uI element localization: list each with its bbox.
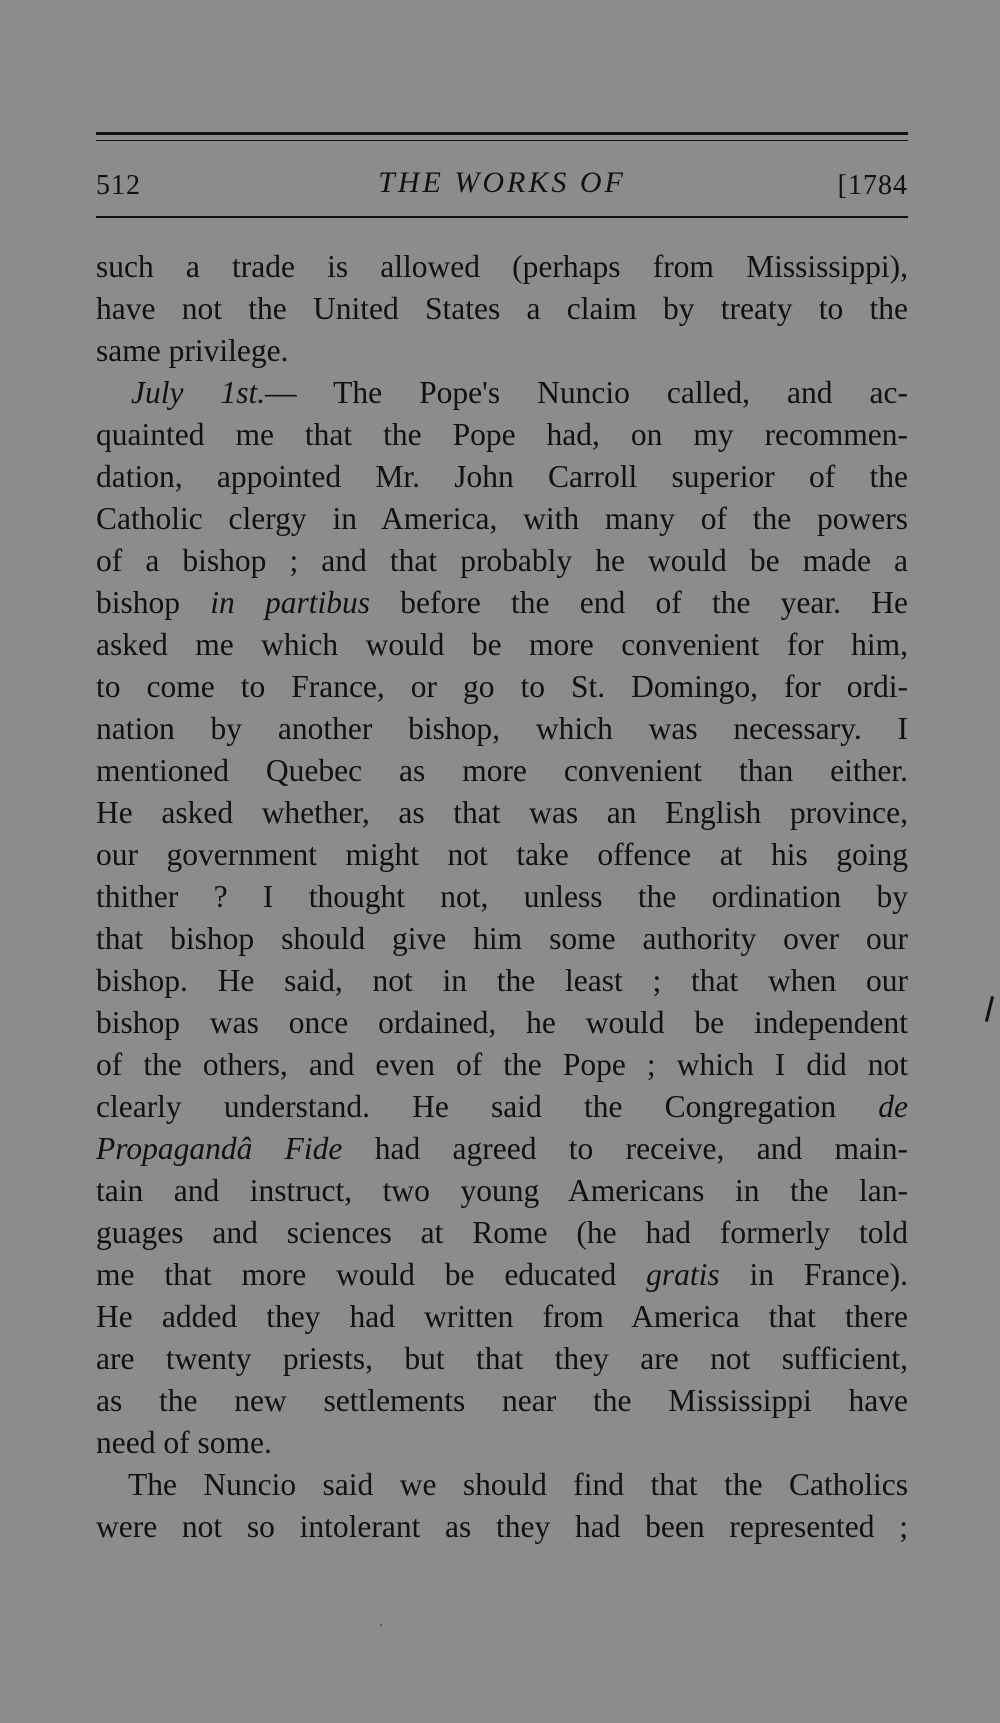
body-text bbox=[96, 246, 908, 1548]
text-line: tain and instruct, two young Americans in the lan- bbox=[96, 1173, 908, 1208]
text-line: same privilege. bbox=[96, 333, 289, 368]
text-line: that bishop should give him some authority over our bbox=[96, 921, 908, 956]
text-line: to come to France, or go to St. Domingo, for ordi- bbox=[96, 669, 908, 704]
text-line: mentioned Quebec as more convenient than either. bbox=[96, 753, 908, 788]
header-year: [1784 bbox=[837, 170, 908, 201]
margin-pen-mark bbox=[985, 996, 994, 1022]
text-line: Catholic clergy in America, with many of the powers bbox=[96, 501, 908, 536]
text-line: are twenty priests, but that they are not sufficient, bbox=[96, 1341, 908, 1376]
text-line: Propagandâ Fide had agreed to receive, and main- bbox=[96, 1131, 908, 1166]
text-line: such a trade is allowed (perhaps from Mississippi), bbox=[96, 249, 908, 284]
text-line: clearly understand. He said the Congregation de bbox=[96, 1089, 908, 1124]
date-july-1st: July 1st. bbox=[131, 375, 266, 410]
page-number: 512 bbox=[96, 170, 141, 201]
text-line: as the new settlements near the Mississippi have bbox=[96, 1383, 908, 1418]
text-line: need of some. bbox=[96, 1425, 272, 1460]
text-line: nation by another bishop, which was necessary. I bbox=[96, 711, 908, 746]
text-line: of the others, and even of the Pope ; which I did not bbox=[96, 1047, 908, 1082]
italic-gratis: gratis bbox=[646, 1257, 720, 1292]
text-line: bishop was once ordained, he would be independent bbox=[96, 1005, 908, 1040]
text-line: me that more would be educated gratis in France). bbox=[96, 1257, 908, 1292]
text-line: July 1st.— The Pope's Nuncio called, and ac- bbox=[131, 375, 908, 410]
text-line: thither ? I thought not, unless the ordination by bbox=[96, 879, 908, 914]
text-line: The Nuncio said we should find that the Catholics bbox=[128, 1467, 908, 1502]
header-rule bbox=[96, 216, 908, 218]
text-line: were not so intolerant as they had been represented ; bbox=[96, 1509, 908, 1544]
text-line: bishop in partibus before the end of the year. He bbox=[96, 585, 908, 620]
italic-in-partibus: in partibus bbox=[210, 585, 371, 620]
italic-propaganda-fide: Propagandâ Fide bbox=[96, 1131, 343, 1166]
text-line: asked me which would be more convenient for him, bbox=[96, 627, 908, 662]
text-line: guages and sciences at Rome (he had formerly told bbox=[96, 1215, 908, 1250]
text-line: He added they had written from America that there bbox=[96, 1299, 908, 1334]
text-line: quainted me that the Pope had, on my recommen- bbox=[96, 417, 908, 452]
top-rule-thin bbox=[96, 140, 908, 141]
text-line: bishop. He said, not in the least ; that when our bbox=[96, 963, 908, 998]
book-page bbox=[96, 0, 908, 1723]
text-line: dation, appointed Mr. John Carroll superior of the bbox=[96, 459, 908, 494]
text-line: our government might not take offence at his going bbox=[96, 837, 908, 872]
running-title: THE WORKS OF bbox=[378, 166, 626, 199]
text-line: He asked whether, as that was an English province, bbox=[96, 795, 908, 830]
top-rule-thick bbox=[96, 132, 908, 135]
italic-de: de bbox=[878, 1089, 908, 1124]
page-header bbox=[96, 166, 908, 206]
speck bbox=[380, 1624, 382, 1626]
text-line: have not the United States a claim by treaty to the bbox=[96, 291, 908, 326]
text-line: of a bishop ; and that probably he would be made a bbox=[96, 543, 908, 578]
